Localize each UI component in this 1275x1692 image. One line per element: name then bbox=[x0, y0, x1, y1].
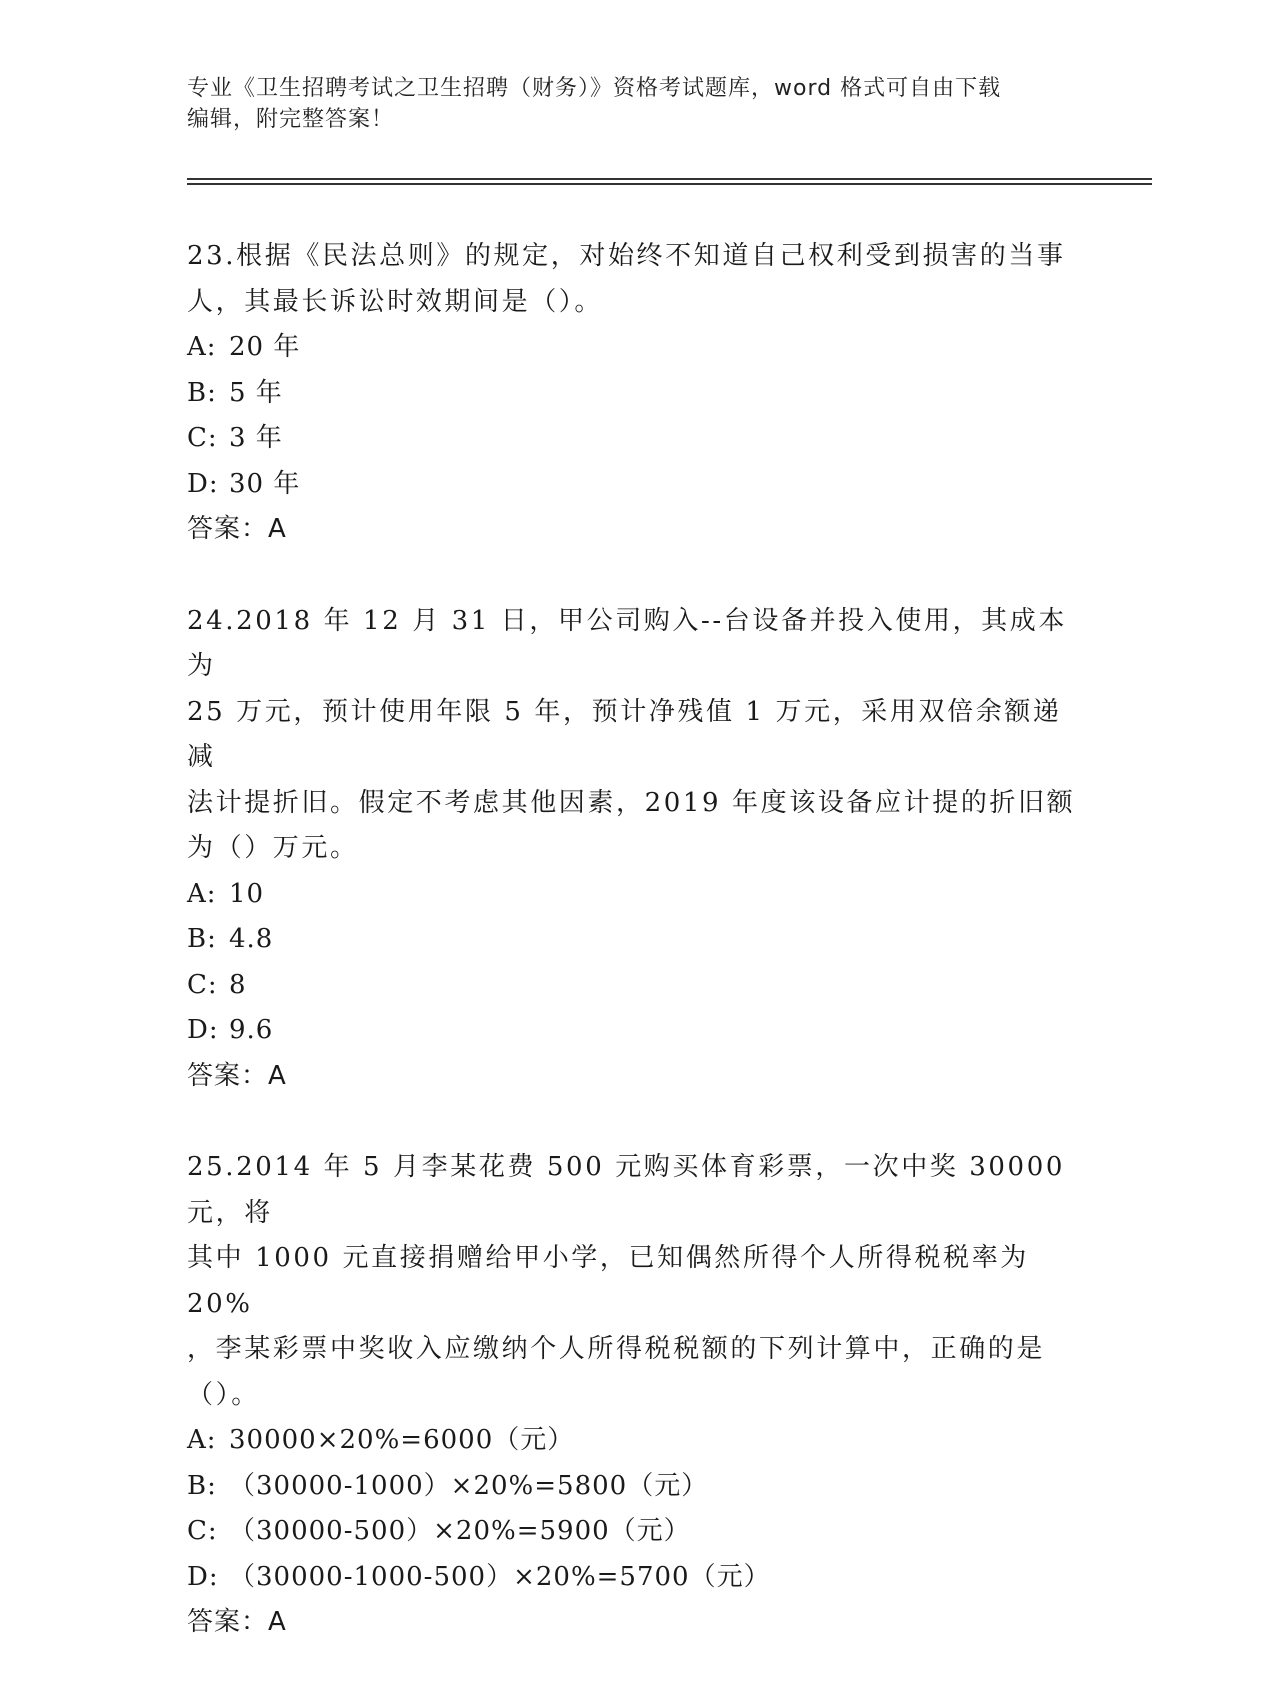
header-line-1: 专业《卫生招聘考试之卫生招聘（财务）》资格考试题库，word 格式可自由下载 bbox=[187, 76, 1002, 101]
option-letter: C: bbox=[187, 969, 218, 1000]
option-b bbox=[187, 371, 1087, 417]
stem-line: 为（）万元。 bbox=[187, 833, 359, 863]
option-text: 20 年 bbox=[229, 332, 301, 362]
option-letter: C: bbox=[187, 1516, 218, 1546]
question-25 bbox=[187, 1145, 1087, 1646]
option-letter: D: bbox=[187, 468, 219, 499]
option-a bbox=[187, 872, 1087, 918]
answer-line: 答案：A bbox=[187, 1607, 287, 1637]
option-letter: A: bbox=[187, 878, 217, 909]
option-text: 3 年 bbox=[229, 423, 283, 453]
option-text: 8 bbox=[229, 969, 247, 1000]
header-line-2: 编辑，附完整答案！ bbox=[187, 107, 395, 132]
option-letter: B: bbox=[187, 924, 217, 954]
option-text: 10 bbox=[229, 878, 265, 909]
option-text: 9.6 bbox=[229, 1015, 274, 1045]
stem-line: 其中 1000 元直接捐赠给甲小学，已知偶然所得个人所得税税率为 20% bbox=[187, 1243, 1029, 1319]
option-letter: B: bbox=[187, 377, 217, 408]
stem-line: 25 万元，预计使用年限 5 年，预计净残值 1 万元，采用双倍余额递减 bbox=[187, 696, 1062, 772]
option-c bbox=[187, 1509, 1087, 1555]
stem-line: 24.2018 年 12 月 31 日，甲公司购入--台设备并投入使用，其成本为 bbox=[187, 605, 1067, 681]
answer-line: 答案：A bbox=[187, 514, 287, 544]
question-23 bbox=[187, 234, 1087, 553]
option-letter: D: bbox=[187, 1561, 219, 1592]
option-text: （30000-500）×20%=5900（元） bbox=[229, 1516, 691, 1546]
option-b bbox=[187, 1464, 1087, 1510]
option-b bbox=[187, 917, 1087, 963]
option-d bbox=[187, 1555, 1087, 1601]
option-c bbox=[187, 963, 1087, 1009]
option-d bbox=[187, 462, 1087, 508]
option-d bbox=[187, 1008, 1087, 1054]
option-text: 30 年 bbox=[229, 468, 301, 499]
answer-line: 答案：A bbox=[187, 1060, 287, 1091]
option-letter: B: bbox=[187, 1470, 217, 1501]
document-header bbox=[187, 73, 1087, 135]
stem-line: （）。 bbox=[187, 1379, 260, 1410]
stem-line: 23.根据《民法总则》的规定，对始终不知道自己权利受到损害的当事 bbox=[187, 241, 1066, 271]
option-letter: A: bbox=[187, 332, 217, 362]
question-stem bbox=[187, 599, 1087, 872]
option-letter: C: bbox=[187, 423, 218, 453]
stem-line: 法计提折旧。假定不考虑其他因素，2019 年度该设备应计提的折旧额 bbox=[187, 787, 1076, 818]
stem-line: 人，其最长诉讼时效期间是（）。 bbox=[187, 286, 604, 317]
question-list bbox=[187, 234, 1087, 1692]
option-a bbox=[187, 325, 1087, 371]
question-stem bbox=[187, 234, 1087, 325]
question-24 bbox=[187, 599, 1087, 1100]
option-a bbox=[187, 1418, 1087, 1464]
option-text: 30000×20%=6000（元） bbox=[229, 1425, 575, 1455]
header-divider-bottom bbox=[187, 183, 1152, 185]
option-c bbox=[187, 416, 1087, 462]
header-divider-top bbox=[187, 178, 1152, 180]
stem-line: ，李某彩票中奖收入应缴纳个人所得税税额的下列计算中，正确的是 bbox=[187, 1334, 1046, 1364]
option-letter: D: bbox=[187, 1015, 219, 1045]
stem-line: 25.2014 年 5 月李某花费 500 元购买体育彩票，一次中奖 30000 元，将 bbox=[187, 1152, 1065, 1228]
option-letter: A: bbox=[187, 1425, 217, 1455]
option-text: 5 年 bbox=[229, 377, 283, 408]
question-stem bbox=[187, 1145, 1087, 1418]
option-text: （30000-1000）×20%=5800（元） bbox=[229, 1470, 709, 1501]
option-text: 4.8 bbox=[229, 924, 274, 954]
option-text: （30000-1000-500）×20%=5700（元） bbox=[229, 1561, 771, 1592]
